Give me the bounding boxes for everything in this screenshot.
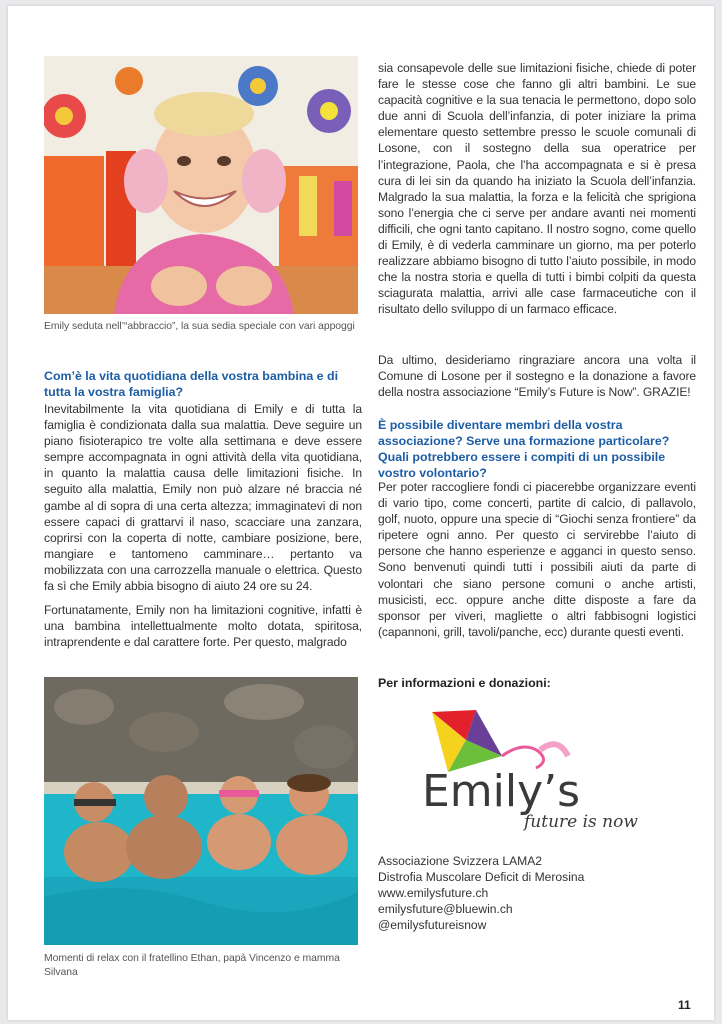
girl-photo-image: [44, 56, 358, 314]
cognitive-paragraph: Fortunatamente, Emily non ha limitazioni cognitive, infatti è una bambina intellettualmente molto dotata, spiritosa, intraprendente e dal carattere forte. Per questo, malgrado: [44, 603, 362, 650]
daily-life-heading: Com’è la vita quotidiana della vostra bambina e di tutta la vostra famiglia?: [44, 369, 339, 399]
pool-photo-caption: Momenti di relax con il fratellino Ethan, papà Vincenzo e mamma Silvana: [44, 953, 340, 978]
info-title: Per informazioni e donazioni:: [378, 676, 551, 690]
contact-list: [378, 853, 696, 933]
contact-social-handle[interactable]: @emilysfutureisnow: [378, 918, 487, 933]
pool-photo-image: [44, 677, 358, 945]
girl-photo: [44, 56, 358, 314]
page-number: 11: [678, 998, 691, 1012]
emilys-future-logo: [418, 706, 658, 836]
logo-tagline: future is now: [524, 812, 638, 832]
pool-photo: [44, 677, 358, 945]
logo-name: Emily’s: [422, 766, 581, 817]
contact-email-link[interactable]: emilysfuture@bluewin.ch: [378, 902, 513, 917]
daily-life-paragraph: Inevitabilmente la vita quotidiana di Emily e di tutta la famiglia è condizionata dalla sua malattia. Deve seguire un piano fisioterapico tre volte alla settimana e deve essere sempre accompagnata in ogni attività della vita quotidiana, in quanto la malattia causa delle limitazioni fisiche. In seguito alla malattia, Emily non può alzare né braccia né gambe al di sopra di una certa altezza; immaginatevi di non essere capaci di grattarvi il naso, scacciare una zanzara, coprirsi con la coperta di notte, cambiare posizione, bere, mangiare e tantomeno camminare… pertanto va mobilizzata con una carrozzella manuale o elettrica. Questo fa sì che Emily abbia bisogno di aiuto 24 ore su 24.: [44, 402, 362, 594]
membership-heading: È possibile diventare membri della vostra associazione? Serve una formazione particolare? Quali potrebbero essere i compiti di un possibile vostro volontario?: [378, 418, 670, 480]
contact-website-link[interactable]: www.emilysfuture.ch: [378, 886, 489, 901]
contact-description: Distrofia Muscolare Deficit di Merosina: [378, 870, 585, 885]
dream-paragraph: sia consapevole delle sue limitazioni fisiche, chiede di poter fare le stesse cose che fanno gli altri bambini. Le sue capacità cognitive e la sua tenacia le permettono, dopo solo due anni di Scuola dell’infanzia, di poter iniziare la prima elementare questo settembre presso le scuole comunali di Losone, con il sostegno della sua operatrice per l’integrazione, Paola, che l’ha accompagnata e si è presa cura di lei sin da quando ha iniziato la Scuola dell’infanzia. Malgrado la sua malattia, la forza e la felicità che sprigiona sono l’energia che ci serve per andare avanti nei momenti difficili, che ogni tanto capitano. Il nostro sogno, come quello di Emily, è di vederla camminare un giorno, ma per poterlo realizzare abbiamo bisogno di tutto l’aiuto possibile, in modo che la nostra storia e quella di tutti i bimbi colpiti da questa sciagurata malattia, arrivi alle case farmaceutiche con il risultato dello sviluppo di un farmaco efficace.: [378, 61, 696, 317]
volunteer-paragraph: Per poter raccogliere fondi ci piacerebbe organizzare eventi di vario tipo, come concerti, partite di calcio, di pallavolo, golf, nuoto, oppure una specie di “Giochi senza frontiere” da ripetere ogni anno. Per questo ci servirebbe l’aiuto di persone che hanno esperienze e agganci in questo senso. Sono benvenuti quindi tutti i possibili aiuti da parte di volontari che siano persone comuni o anche artisti, musicisti, ecc. oppure anche ditte disposte a fare da sponsor per viveri, magliette o altri fabbisogni logistici (capannoni, grill, tavoli/panche, ecc) durante questi eventi.: [378, 480, 696, 639]
contact-association: Associazione Svizzera LAMA2: [378, 854, 543, 868]
girl-photo-caption: Emily seduta nell’“abbraccio”, la sua sedia speciale con vari appoggi: [44, 321, 355, 332]
thanks-paragraph: Da ultimo, desideriamo ringraziare ancora una volta il Comune di Losone per il sostegno e la donazione a favore della nostra associazione “Emily’s Future is Now”. GRAZIE!: [378, 353, 696, 400]
kite-icon: [418, 706, 658, 836]
